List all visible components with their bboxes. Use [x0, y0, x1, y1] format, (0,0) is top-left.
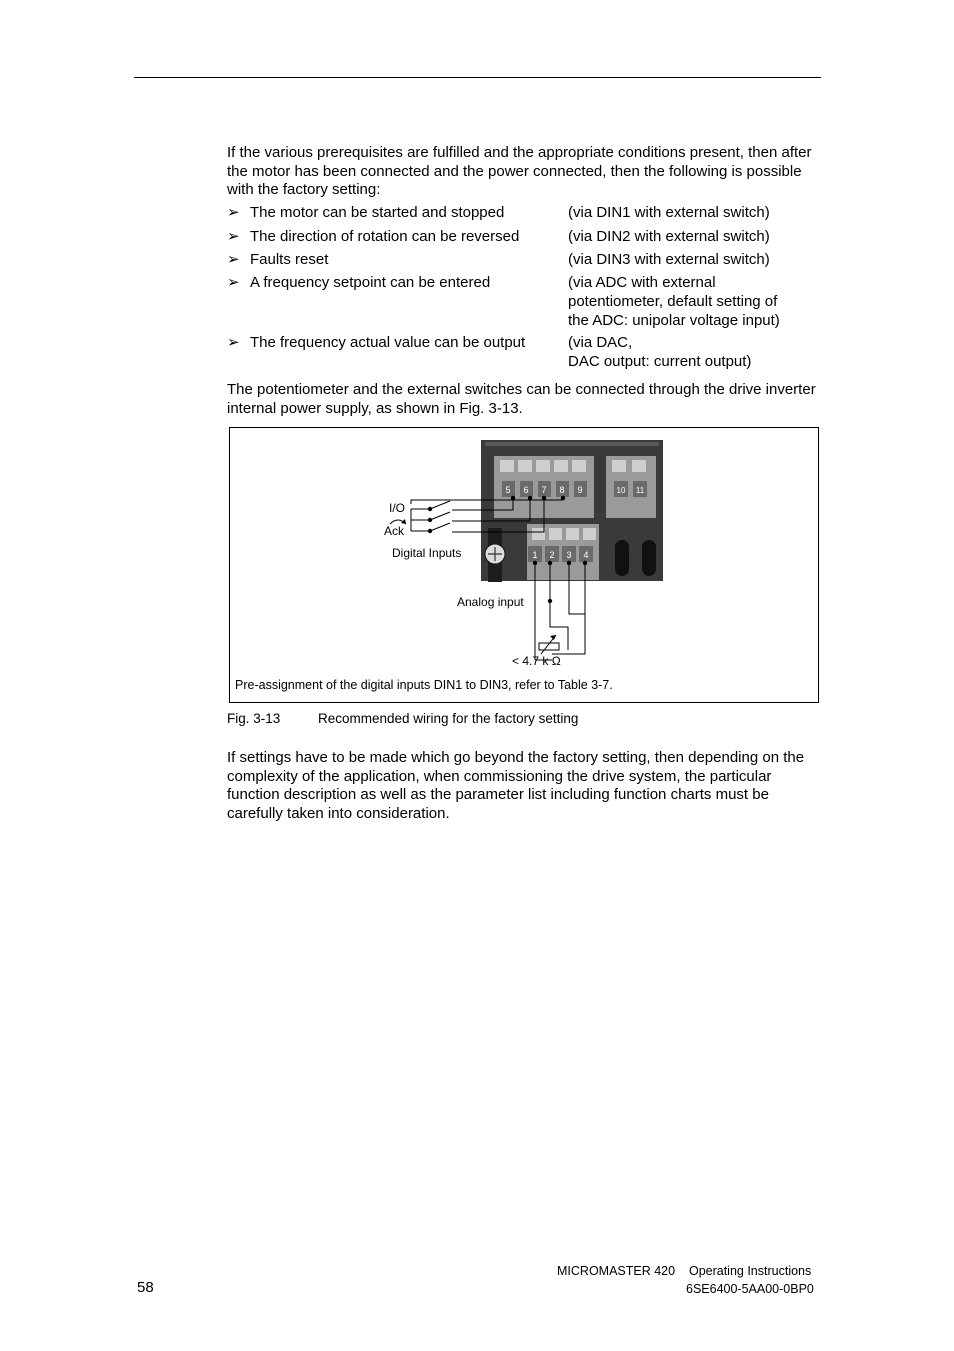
bullet-note: (via DIN3 with external switch)	[568, 251, 770, 268]
bullet-note: (via ADC with external	[568, 274, 716, 291]
bullet-text: A frequency setpoint can be entered	[250, 274, 491, 291]
bullet-marker: ➢	[227, 204, 240, 221]
terminal-number: 1	[532, 550, 538, 560]
terminal-number: 10	[616, 486, 626, 495]
bullet-text: The frequency actual value can be output	[250, 334, 526, 351]
bullet-note: (via DIN1 with external switch)	[568, 204, 770, 221]
figure-note: Pre-assignment of the digital inputs DIN1 to DIN3, refer to Table 3-7.	[235, 678, 613, 692]
bullet-text: The motor can be started and stopped	[250, 204, 505, 221]
potentiometer-paragraph: The potentiometer and the external switches can be connected through the drive inverter internal power supply, as shown in Fig. 3-13.	[227, 381, 816, 417]
bullet-note: (via DAC,	[568, 334, 633, 351]
terminal-number: 8	[559, 485, 565, 495]
intro-paragraph: If the various prerequisites are fulfilled and the appropriate conditions present, then after the motor has been connected and the power connected, then the following is possible with the factory setting:	[227, 144, 812, 198]
footer-order-number: 6SE6400-5AA00-0BP0	[686, 1282, 814, 1296]
bullet-note: potentiometer, default setting of	[568, 293, 778, 310]
caption-number: Fig. 3-13	[227, 711, 281, 726]
bullet-note: the ADC: unipolar voltage input)	[568, 312, 780, 329]
header-rule	[134, 77, 821, 78]
bullet-marker: ➢	[227, 251, 240, 268]
bullet-marker: ➢	[227, 228, 240, 245]
closing-paragraph: If settings have to be made which go beyond the factory setting, then depending on the complexity of the application, when commissioning the drive system, the particular function description as well as the parameter list including function charts must be carefully taken into consideration.	[227, 749, 805, 822]
label-digital-inputs: Digital Inputs	[392, 546, 462, 560]
footer-product: MICROMASTER 420 Operating Instructions	[557, 1264, 812, 1278]
terminal-number: 4	[583, 550, 589, 560]
terminal-number: 9	[577, 485, 583, 495]
terminal-number: 2	[549, 550, 555, 560]
terminal-number: 6	[523, 485, 529, 495]
page-number: 58	[137, 1279, 154, 1296]
terminal-number: 5	[505, 485, 511, 495]
label-io: I/O	[389, 501, 406, 515]
label-resistance: < 4.7 k Ω	[512, 654, 561, 668]
wiring-figure	[229, 427, 819, 703]
label-analog-input: Analog input	[457, 595, 524, 609]
figure-caption	[227, 711, 579, 726]
terminal-number: 7	[541, 485, 547, 495]
bullet-marker: ➢	[227, 274, 240, 291]
caption-text: Recommended wiring for the factory setting	[318, 711, 579, 726]
label-ack: Ack	[384, 524, 405, 538]
bullet-note: (via DIN2 with external switch)	[568, 228, 770, 245]
terminal-number: 11	[635, 486, 645, 495]
bullet-marker: ➢	[227, 334, 240, 351]
bullet-text: The direction of rotation can be reversed	[250, 228, 520, 245]
bullet-text: Faults reset	[250, 251, 329, 268]
bullet-note: DAC output: current output)	[568, 353, 752, 370]
terminal-number: 3	[566, 550, 572, 560]
